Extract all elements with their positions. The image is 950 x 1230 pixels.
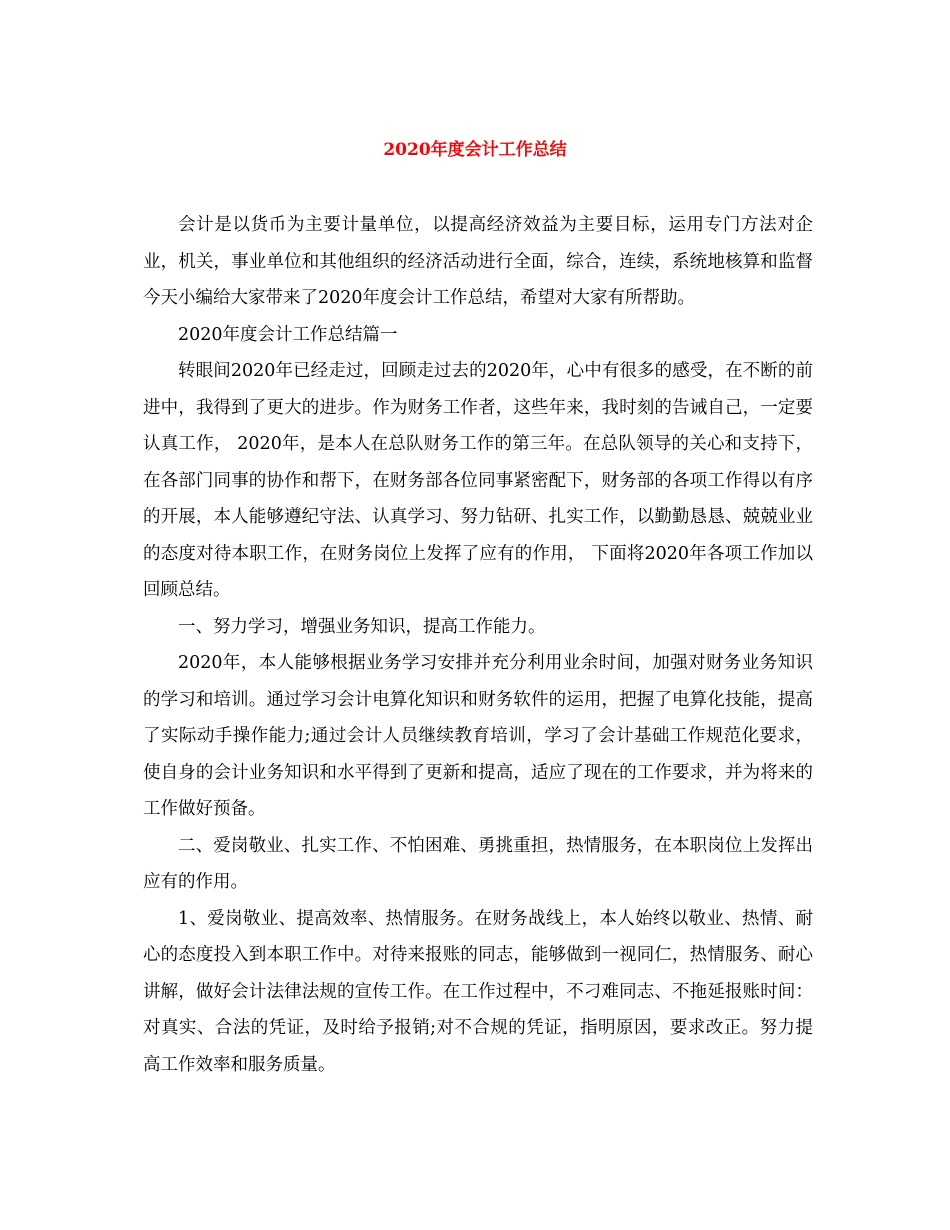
- paragraph-review: 转眼间2020年已经走过，回顾走过去的2020年，心中有很多的感受，在不断的前进中，我得到了更大的进步。作为财务工作者，这些年来，我时刻的告诫自己，一定要认真工作， 2020年，是本人在总队财务工作的第三年。在总队领导的关心和支持下，在各部门同事的协作和帮下，在财务部各位同事紧密配下，财务部的各项工作得以有序的开展，本人能够遵纪守法、认真学习、努力钻研、扎实工作，以勤勤恳恳、兢兢业业的态度对待本职工作，在财务岗位上发挥了应有的作用， 下面将2020年各项工作加以回顾总结。: [143, 361, 813, 600]
- paragraph-service: 1、爱岗敬业、提高效率、热情服务。在财务战线上，本人始终以敬业、热情、耐心的态度投入到本职工作中。对待来报账的同志，能够做到一视同仁，热情服务、耐心讲解，做好会计法律法规的宣传工作。在工作过程中，不刁难同志、不拖延报账时间：对真实、合法的凭证，及时给予报销;对不合规的凭证，指明原因，要求改正。努力提高工作效率和服务质量。: [143, 908, 813, 1075]
- section-heading-dedication: 二、爱岗敬业、扎实工作、不怕困难、勇挑重担，热情服务，在本职岗位上发挥出应有的作用。: [143, 835, 813, 892]
- document-title: 2020年度会计工作总结: [383, 140, 567, 160]
- paragraph-study: 2020年，本人能够根据业务学习安排并充分利用业余时间，加强对财务业务知识的学习和培训。通过学习会计电算化知识和财务软件的运用，把握了电算化技能，提高了实际动手操作能力;通过会计人员继续教育培训，学习了会计基础工作规范化要求，使自身的会计业务知识和水平得到了更新和提高，适应了现在的工作要求，并为将来的工作做好预备。: [143, 653, 813, 819]
- section-heading-part-one: 2020年度会计工作总结篇一: [178, 324, 398, 345]
- paragraph-intro: 会计是以货币为主要计量单位，以提高经济效益为主要目标，运用专门方法对企业，机关，事业单位和其他组织的经济活动进行全面，综合，连续，系统地核算和监督今天小编给大家带来了2020年度会计工作总结，希望对大家有所帮助。: [143, 215, 813, 308]
- document-body: [143, 207, 813, 1083]
- section-heading-study: 一、努力学习，增强业务知识，提高工作能力。: [178, 616, 546, 637]
